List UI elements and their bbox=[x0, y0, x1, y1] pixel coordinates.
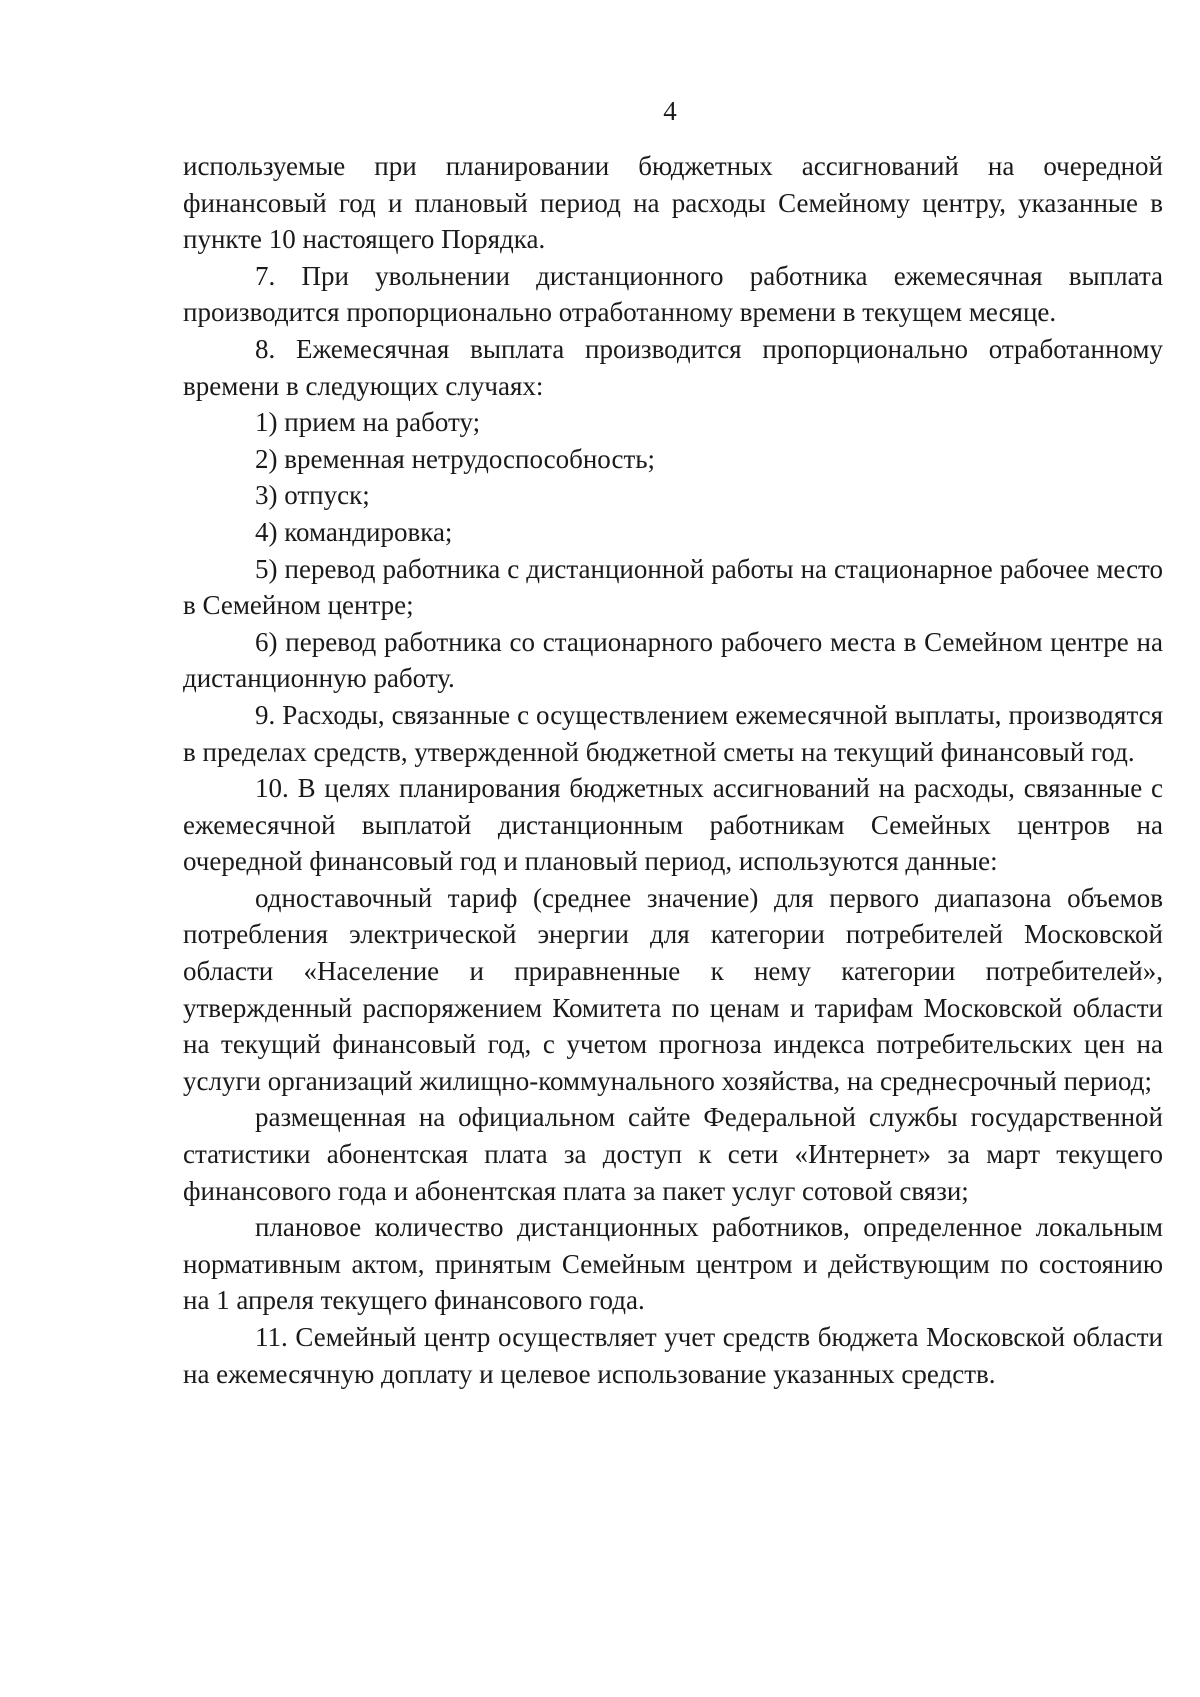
data-item-tariff: одноставочный тариф (среднее значение) для первого диапазона объемов потребления электрической энергии для категории потребителей Московской области «Население и приравненные к нему категории потребителей», утвержденный распоряжением Комитета по ценам и тарифам Московской области на текущий финансовый год, с учетом прогноза индекса потребительских цен на услуги организаций жилищно-коммунального хозяйства, на среднесрочный период; bbox=[183, 882, 1163, 1096]
paragraph-item-11: 11. Семейный центр осуществляет учет средств бюджета Московской области на ежемесячную доплату и целевое использование указанных средств. bbox=[183, 1322, 1163, 1389]
paragraph-item-8: 8. Ежемесячная выплата производится пропорционально отработанному времени в следующих случаях: bbox=[183, 333, 1163, 401]
list-item-4: 4) командировка; bbox=[255, 516, 453, 547]
page-number: 4 bbox=[663, 96, 677, 126]
list-item-3: 3) отпуск; bbox=[255, 480, 370, 511]
paragraph-item-10: 10. В целях планирования бюджетных ассигнований на расходы, связанные с ежемесячной выплатой дистанционным работникам Семейных центров на очередной финансовый год и плановый период, используются данные: bbox=[183, 773, 1163, 877]
list-item-1: 1) прием на работу; bbox=[255, 407, 481, 438]
paragraph-item-9: 9. Расходы, связанные с осуществлением ежемесячной выплаты, производятся в пределах средств, утвержденной бюджетной сметы на текущий финансовый год. bbox=[183, 699, 1163, 767]
paragraph-item-7: 7. При увольнении дистанционного работника ежемесячная выплата производится пропорционально отработанному времени в текущем месяце. bbox=[183, 260, 1163, 328]
list-item-2: 2) временная нетрудоспособность; bbox=[255, 443, 656, 474]
document-body bbox=[183, 148, 1163, 1392]
list-item-6: 6) перевод работника со стационарного рабочего места в Семейном центре на дистанционную работу. bbox=[183, 626, 1163, 694]
list-item-5: 5) перевод работника с дистанционной работы на стационарное рабочее место в Семейном центре; bbox=[183, 553, 1163, 621]
data-item-internet-fee: размещенная на официальном сайте Федеральной службы государственной статистики абонентская плата за доступ к сети «Интернет» за март текущего финансового года и абонентская плата за пакет услуг сотовой связи; bbox=[183, 1102, 1163, 1206]
paragraph-continuation: используемые при планировании бюджетных ассигнований на очередной финансовый год и плановый период на расходы Семейному центру, указанные в пункте 10 настоящего Порядка. bbox=[183, 151, 1163, 255]
data-item-employee-count: плановое количество дистанционных работников, определенное локальным нормативным актом, принятым Семейным центром и действующим по состоянию на 1 апреля текущего финансового года. bbox=[183, 1212, 1163, 1316]
